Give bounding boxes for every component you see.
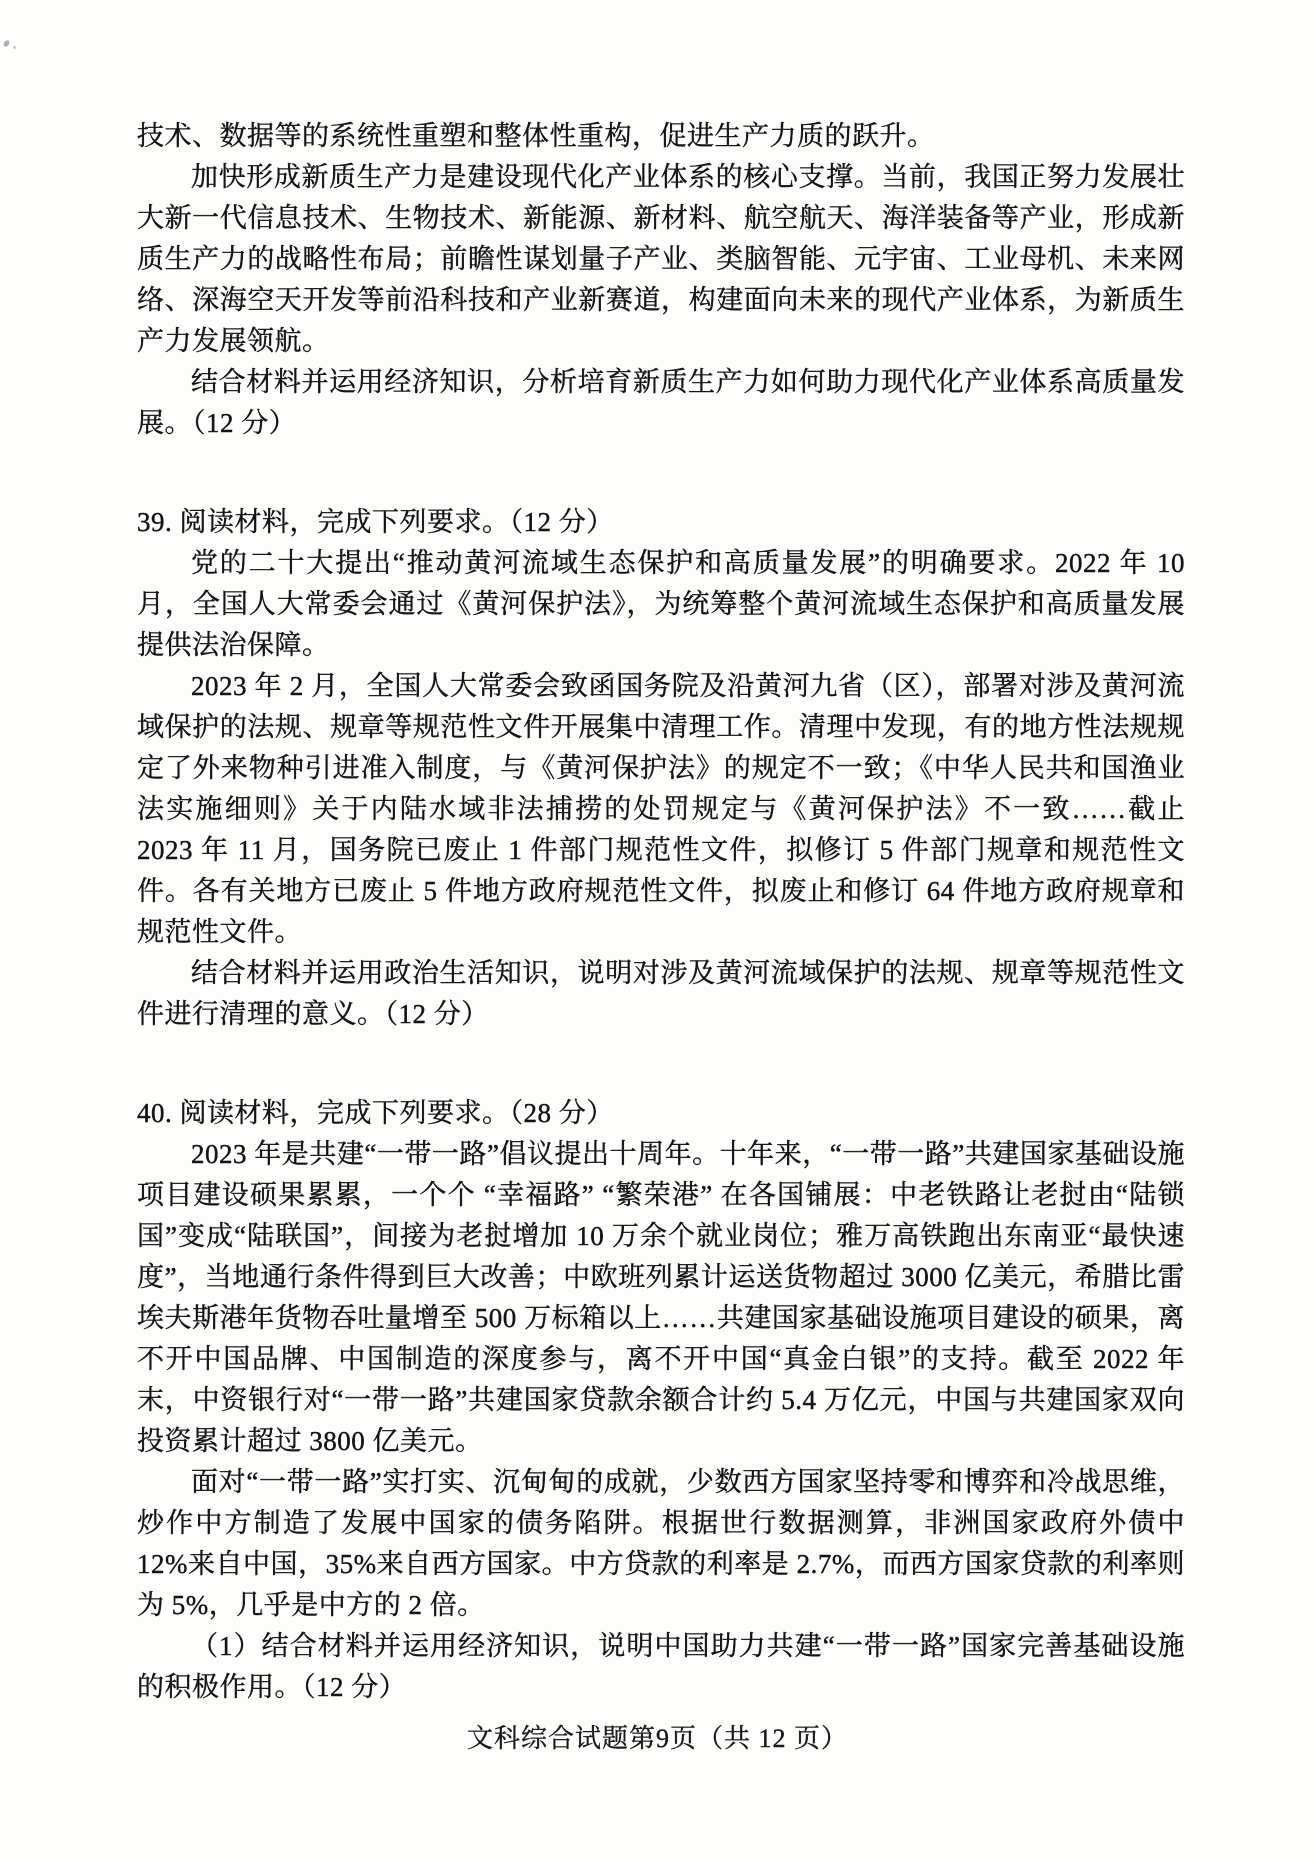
q40-header: 40. 阅读材料，完成下列要求。（28 分） <box>137 1098 614 1128</box>
q38-continuation-paragraph: 技术、数据等的系统性重塑和整体性重构，促进生产力质的跃升。 <box>137 121 935 151</box>
q39-header: 39. 阅读材料，完成下列要求。（12 分） <box>137 507 614 537</box>
page-footer: 文科综合试题第9页（共 12 页） <box>466 1724 848 1753</box>
exam-text-area <box>137 116 1185 1708</box>
q40-material-paragraph-1: 2023 年是共建“一带一路”倡议提出十周年。十年来，“一带一路”共建国家基础设施项目建设硕果累累，一个个 “幸福路” “繁荣港” 在各国铺展：中老铁路让老挝由“陆锁国”变成“陆联国”，间接为老挝增加 10 万余个就业岗位；雅万高铁跑出东南亚“最快速度”，当地通行条件得到巨大改善；中欧班列累计运送货物超过 3000 亿美元，希腊比雷埃夫斯港年货物吞吐量增至 500 万标箱以上……共建国家基础设施项目建设的硕果，离不开中国品牌、中国制造的深度参与，离不开中国“真金白银”的支持。截至 2022 年末，中资银行对“一带一路”共建国家贷款余额合计约 5.4 万亿元，中国与共建国家双向投资累计超过 3800 亿美元。 <box>137 1139 1185 1456</box>
q38-material-paragraph: 加快形成新质生产力是建设现代化产业体系的核心支撑。当前，我国正努力发展壮大新一代信息技术、生物技术、新能源、新材料、航空航天、海洋装备等产业，形成新质生产力的战略性布局；前瞻性谋划量子产业、类脑智能、元宇宙、工业母机、未来网络、深海空天开发等前沿科技和产业新赛道，构建面向未来的现代产业体系，为新质生产力发展领航。 <box>137 162 1185 356</box>
q40-material-paragraph-2: 面对“一带一路”实打实、沉甸甸的成就，少数西方国家坚持零和博弈和冷战思维，炒作中方制造了发展中国家的债务陷阱。根据世行数据测算，非洲国家政府外债中 12%来自中国，35%来自西方国家。中方贷款的利率是 2.7%，而西方国家贷款的利率则为 5%，几乎是中方的 2 倍。 <box>137 1467 1185 1620</box>
question-39-section <box>137 502 1185 1035</box>
question-40-section <box>137 1093 1185 1708</box>
question-38-section <box>137 116 1185 444</box>
q39-material-paragraph-1: 党的二十大提出“推动黄河流域生态保护和高质量发展”的明确要求。2022 年 10 月，全国人大常委会通过《黄河保护法》，为统筹整个黄河流域生态保护和高质量发展提供法治保障。 <box>137 548 1185 660</box>
scan-speck <box>2 39 10 48</box>
q39-material-paragraph-2: 2023 年 2 月，全国人大常委会致函国务院及沿黄河九省（区），部署对涉及黄河流域保护的法规、规章等规范性文件开展集中清理工作。清理中发现，有的地方性法规规定了外来物种引进准入制度，与《黄河保护法》的规定不一致；《中华人民共和国渔业法实施细则》关于内陆水域非法捕捞的处罚规定与《黄河保护法》不一致……截止 2023 年 11 月，国务院已废止 1 件部门规范性文件，拟修订 5 件部门规章和规范性文件。各有关地方已废止 5 件地方政府规范性文件，拟废止和修订 64 件地方政府规章和规范性文件。 <box>137 671 1185 947</box>
q38-task-paragraph: 结合材料并运用经济知识，分析培育新质生产力如何助力现代化产业体系高质量发展。（12 分） <box>137 367 1185 438</box>
q40-subquestion-1-paragraph: （1）结合材料并运用经济知识，说明中国助力共建“一带一路”国家完善基础设施的积极作用。（12 分） <box>137 1631 1185 1702</box>
scan-speck <box>13 46 16 49</box>
q39-task-paragraph: 结合材料并运用政治生活知识，说明对涉及黄河流域保护的法规、规章等规范性文件进行清理的意义。（12 分） <box>137 958 1185 1029</box>
